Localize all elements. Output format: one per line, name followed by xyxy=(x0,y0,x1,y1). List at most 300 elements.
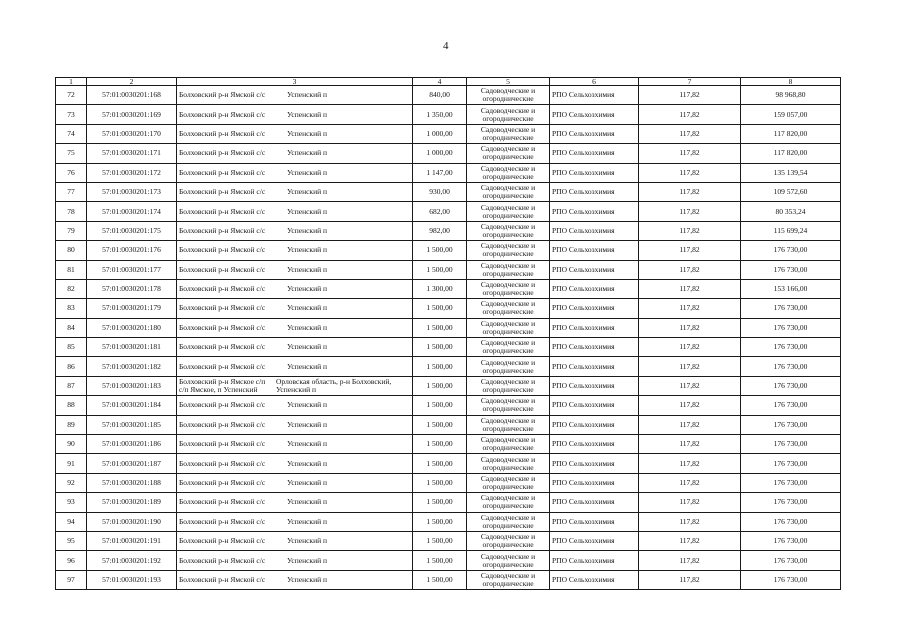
address-district: Болховский р-н Ямской с/с xyxy=(179,206,266,216)
cell-address xyxy=(177,299,413,318)
address-settlement: Успенский п xyxy=(287,361,327,371)
cell-value: 176 730,00 xyxy=(741,376,841,395)
cell-area: 1 000,00 xyxy=(413,144,467,163)
land-use-line: Садоводческие и xyxy=(480,86,536,96)
address-settlement: Успенский п xyxy=(287,439,327,449)
table-row xyxy=(56,86,841,105)
cell-owner: РПО Сельхозхимия xyxy=(550,318,639,337)
address-district: с/п Ямское, п Успенский xyxy=(179,385,258,395)
cell-value: 176 730,00 xyxy=(741,318,841,337)
land-use-line: огороднические xyxy=(482,540,534,550)
cell-rate: 117,82 xyxy=(639,493,741,512)
cell-owner: РПО Сельхозхимия xyxy=(550,241,639,260)
cell-value: 176 730,00 xyxy=(741,338,841,357)
cell-cadastral-number: 57:01:0030201:173 xyxy=(87,182,177,201)
land-use-line: Садоводческие и xyxy=(480,493,536,503)
cell-area: 1 500,00 xyxy=(413,299,467,318)
land-use-line: огороднические xyxy=(482,191,534,201)
cell-land-use xyxy=(467,396,550,415)
address-line xyxy=(179,266,410,274)
address-district: Болховский р-н Ямской с/с xyxy=(179,264,266,274)
cell-row-number: 89 xyxy=(56,415,87,434)
cell-owner: РПО Сельхозхимия xyxy=(550,221,639,240)
cell-row-number: 91 xyxy=(56,454,87,473)
cell-value: 176 730,00 xyxy=(741,493,841,512)
table-row xyxy=(56,512,841,531)
address-line xyxy=(179,324,410,332)
address-district: Болховский р-н Ямской с/с xyxy=(179,516,266,526)
land-use-line: Садоводческие и xyxy=(480,105,536,115)
cell-value: 115 699,24 xyxy=(741,221,841,240)
cell-address xyxy=(177,105,413,124)
address-district: Болховский р-н Ямской с/с xyxy=(179,419,266,429)
cell-cadastral-number: 57:01:0030201:183 xyxy=(87,376,177,395)
land-use-line: огороднические xyxy=(482,152,534,162)
address-district: Болховский р-н Ямской с/с xyxy=(179,439,266,449)
cell-area: 1 500,00 xyxy=(413,318,467,337)
land-use-line: Садоводческие и xyxy=(480,202,536,212)
cell-row-number: 93 xyxy=(56,493,87,512)
cell-row-number: 86 xyxy=(56,357,87,376)
cell-rate: 117,82 xyxy=(639,396,741,415)
cell-cadastral-number: 57:01:0030201:178 xyxy=(87,279,177,298)
cell-row-number: 82 xyxy=(56,279,87,298)
address-line xyxy=(179,111,410,119)
table-row xyxy=(56,376,841,395)
cell-cadastral-number: 57:01:0030201:176 xyxy=(87,241,177,260)
cell-address xyxy=(177,279,413,298)
cell-land-use xyxy=(467,512,550,531)
address-district: Болховский р-н Ямской с/с xyxy=(179,536,266,546)
cell-owner: РПО Сельхозхимия xyxy=(550,260,639,279)
address-settlement: Успенский п xyxy=(287,322,327,332)
cell-cadastral-number: 57:01:0030201:192 xyxy=(87,551,177,570)
cell-area: 1 500,00 xyxy=(413,415,467,434)
cell-value: 98 968,80 xyxy=(741,86,841,105)
cell-rate: 117,82 xyxy=(639,163,741,182)
table-row xyxy=(56,396,841,415)
cell-land-use xyxy=(467,376,550,395)
cell-value: 176 730,00 xyxy=(741,435,841,454)
land-use-line: огороднические xyxy=(482,210,534,220)
cell-value: 176 730,00 xyxy=(741,241,841,260)
cell-value: 80 353,24 xyxy=(741,202,841,221)
cell-owner: РПО Сельхозхимия xyxy=(550,357,639,376)
land-use-line: Садоводческие и xyxy=(480,396,536,406)
cell-owner: РПО Сельхозхимия xyxy=(550,454,639,473)
cell-owner: РПО Сельхозхимия xyxy=(550,279,639,298)
cell-address xyxy=(177,182,413,201)
cell-address xyxy=(177,241,413,260)
cell-row-number: 84 xyxy=(56,318,87,337)
cell-address xyxy=(177,551,413,570)
cell-row-number: 78 xyxy=(56,202,87,221)
cell-address xyxy=(177,415,413,434)
land-use-line: огороднические xyxy=(482,578,534,588)
address-settlement: Успенский п xyxy=(287,303,327,313)
cell-address xyxy=(177,493,413,512)
page-number: 4 xyxy=(443,40,449,52)
address-settlement: Успенский п xyxy=(276,385,316,395)
cell-address xyxy=(177,86,413,105)
land-use-line: Садоводческие и xyxy=(480,241,536,251)
land-use-line: Садоводческие и xyxy=(480,357,536,367)
cell-address xyxy=(177,454,413,473)
cell-address xyxy=(177,531,413,550)
cell-owner: РПО Сельхозхимия xyxy=(550,299,639,318)
land-use-line: огороднические xyxy=(482,171,534,181)
cell-row-number: 88 xyxy=(56,396,87,415)
cell-land-use xyxy=(467,415,550,434)
land-use-line: Садоводческие и xyxy=(480,454,536,464)
address-district: Болховский р-н Ямской с/с xyxy=(179,167,266,177)
cell-cadastral-number: 57:01:0030201:191 xyxy=(87,531,177,550)
cell-land-use xyxy=(467,318,550,337)
address-district: Болховский р-н Ямской с/с xyxy=(179,109,266,119)
cell-rate: 117,82 xyxy=(639,357,741,376)
cell-cadastral-number: 57:01:0030201:189 xyxy=(87,493,177,512)
cell-area: 1 500,00 xyxy=(413,473,467,492)
cell-land-use xyxy=(467,338,550,357)
cell-area: 1 500,00 xyxy=(413,241,467,260)
cell-rate: 117,82 xyxy=(639,415,741,434)
cell-area: 1 500,00 xyxy=(413,570,467,589)
cell-cadastral-number: 57:01:0030201:171 xyxy=(87,144,177,163)
address-settlement: Успенский п xyxy=(287,458,327,468)
cell-area: 1 500,00 xyxy=(413,260,467,279)
cell-address xyxy=(177,357,413,376)
address-line xyxy=(179,285,410,293)
address-district: Болховский р-н Ямской с/с xyxy=(179,458,266,468)
cell-rate: 117,82 xyxy=(639,473,741,492)
table-row xyxy=(56,493,841,512)
table-row xyxy=(56,415,841,434)
address-line xyxy=(179,386,410,394)
address-line xyxy=(179,576,410,584)
address-settlement: Успенский п xyxy=(287,400,327,410)
cell-rate: 117,82 xyxy=(639,454,741,473)
cell-rate: 117,82 xyxy=(639,241,741,260)
address-district: Болховский р-н Ямской с/с xyxy=(179,187,266,197)
cell-land-use xyxy=(467,144,550,163)
cell-address xyxy=(177,570,413,589)
land-use-line: огороднические xyxy=(482,423,534,433)
address-settlement: Успенский п xyxy=(287,109,327,119)
address-settlement: Успенский п xyxy=(287,497,327,507)
cell-cadastral-number: 57:01:0030201:181 xyxy=(87,338,177,357)
cell-owner: РПО Сельхозхимия xyxy=(550,105,639,124)
address-settlement: Успенский п xyxy=(287,574,327,584)
cell-area: 1 500,00 xyxy=(413,435,467,454)
cell-rate: 117,82 xyxy=(639,435,741,454)
cell-owner: РПО Сельхозхимия xyxy=(550,396,639,415)
column-number: 8 xyxy=(741,78,841,86)
table-row xyxy=(56,241,841,260)
column-number: 3 xyxy=(177,78,413,86)
cell-rate: 117,82 xyxy=(639,299,741,318)
cell-cadastral-number: 57:01:0030201:190 xyxy=(87,512,177,531)
cell-area: 1 500,00 xyxy=(413,454,467,473)
table-body xyxy=(56,86,841,590)
land-use-line: Садоводческие и xyxy=(480,260,536,270)
address-settlement: Успенский п xyxy=(287,536,327,546)
cell-cadastral-number: 57:01:0030201:188 xyxy=(87,473,177,492)
table-row xyxy=(56,124,841,143)
address-line xyxy=(179,304,410,312)
cell-land-use xyxy=(467,86,550,105)
cell-area: 1 500,00 xyxy=(413,357,467,376)
cell-rate: 117,82 xyxy=(639,531,741,550)
address-settlement: Успенский п xyxy=(287,148,327,158)
address-settlement: Успенский п xyxy=(287,419,327,429)
cell-area: 930,00 xyxy=(413,182,467,201)
cell-row-number: 80 xyxy=(56,241,87,260)
land-plots-table xyxy=(55,77,841,590)
cell-land-use xyxy=(467,493,550,512)
column-number-row xyxy=(56,78,841,86)
cell-row-number: 72 xyxy=(56,86,87,105)
address-line xyxy=(179,188,410,196)
address-line xyxy=(179,246,410,254)
address-line xyxy=(179,537,410,545)
cell-area: 1 500,00 xyxy=(413,338,467,357)
cell-land-use xyxy=(467,473,550,492)
address-settlement: Успенский п xyxy=(287,264,327,274)
land-use-line: огороднические xyxy=(482,482,534,491)
cell-value: 176 730,00 xyxy=(741,473,841,492)
address-settlement: Успенский п xyxy=(287,478,327,487)
cell-value: 159 057,00 xyxy=(741,105,841,124)
cell-rate: 117,82 xyxy=(639,512,741,531)
address-district: Болховский р-н Ямской с/с xyxy=(179,225,266,235)
table-row xyxy=(56,318,841,337)
land-use-line: огороднические xyxy=(482,501,534,511)
cell-owner: РПО Сельхозхимия xyxy=(550,435,639,454)
cell-row-number: 96 xyxy=(56,551,87,570)
cell-cadastral-number: 57:01:0030201:170 xyxy=(87,124,177,143)
land-use-line: огороднические xyxy=(482,443,534,453)
cell-address xyxy=(177,260,413,279)
table-row xyxy=(56,454,841,473)
cell-land-use xyxy=(467,435,550,454)
address-line xyxy=(179,130,410,138)
cell-value: 117 820,00 xyxy=(741,144,841,163)
cell-area: 982,00 xyxy=(413,221,467,240)
address-settlement: Успенский п xyxy=(287,167,327,177)
cell-owner: РПО Сельхозхимия xyxy=(550,376,639,395)
cell-rate: 117,82 xyxy=(639,376,741,395)
land-use-line: Садоводческие и xyxy=(480,299,536,309)
address-district: Болховский р-н Ямской с/с xyxy=(179,90,266,100)
address-line xyxy=(179,227,410,235)
address-district: Болховский р-н Ямской с/с xyxy=(179,128,266,138)
cell-row-number: 87 xyxy=(56,376,87,395)
land-use-line: огороднические xyxy=(482,385,534,395)
cell-owner: РПО Сельхозхимия xyxy=(550,531,639,550)
cell-value: 176 730,00 xyxy=(741,551,841,570)
cell-row-number: 77 xyxy=(56,182,87,201)
cell-value: 109 572,60 xyxy=(741,182,841,201)
column-number: 5 xyxy=(467,78,550,86)
address-settlement: Успенский п xyxy=(287,90,327,100)
cell-address xyxy=(177,473,413,492)
cell-area: 840,00 xyxy=(413,86,467,105)
cell-cadastral-number: 57:01:0030201:168 xyxy=(87,86,177,105)
cell-land-use xyxy=(467,105,550,124)
cell-land-use xyxy=(467,279,550,298)
cell-owner: РПО Сельхозхимия xyxy=(550,415,639,434)
land-use-line: огороднические xyxy=(482,113,534,123)
address-settlement: Успенский п xyxy=(287,342,327,352)
land-use-line: огороднические xyxy=(482,365,534,375)
cell-address xyxy=(177,221,413,240)
cell-rate: 117,82 xyxy=(639,570,741,589)
table-row xyxy=(56,221,841,240)
address-district: Болховский р-н Ямской с/с xyxy=(179,574,266,584)
column-number: 7 xyxy=(639,78,741,86)
address-line xyxy=(179,518,410,526)
cell-cadastral-number: 57:01:0030201:185 xyxy=(87,415,177,434)
cell-row-number: 75 xyxy=(56,144,87,163)
cell-owner: РПО Сельхозхимия xyxy=(550,338,639,357)
cell-row-number: 92 xyxy=(56,473,87,492)
land-use-line: огороднические xyxy=(482,520,534,530)
cell-row-number: 97 xyxy=(56,570,87,589)
cell-owner: РПО Сельхозхимия xyxy=(550,124,639,143)
address-district: Болховский р-н Ямской с/с xyxy=(179,555,266,565)
column-number: 6 xyxy=(550,78,639,86)
cell-rate: 117,82 xyxy=(639,144,741,163)
cell-row-number: 94 xyxy=(56,512,87,531)
cell-rate: 117,82 xyxy=(639,182,741,201)
cell-area: 1 500,00 xyxy=(413,512,467,531)
cell-area: 1 147,00 xyxy=(413,163,467,182)
cell-row-number: 95 xyxy=(56,531,87,550)
cell-row-number: 74 xyxy=(56,124,87,143)
address-district: Болховский р-н Ямской с/с xyxy=(179,400,266,410)
land-use-line: Садоводческие и xyxy=(480,377,536,387)
address-line xyxy=(179,363,410,371)
table-row xyxy=(56,144,841,163)
land-use-line: Садоводческие и xyxy=(480,221,536,231)
table-row xyxy=(56,299,841,318)
land-use-line: огороднические xyxy=(482,229,534,239)
cell-area: 682,00 xyxy=(413,202,467,221)
land-use-line: Садоводческие и xyxy=(480,532,536,542)
table-row xyxy=(56,357,841,376)
address-settlement: Успенский п xyxy=(287,225,327,235)
table-row xyxy=(56,570,841,589)
table-row xyxy=(56,338,841,357)
cell-cadastral-number: 57:01:0030201:180 xyxy=(87,318,177,337)
cell-value: 135 139,54 xyxy=(741,163,841,182)
address-line xyxy=(179,343,410,351)
address-line xyxy=(179,557,410,565)
land-use-line: огороднические xyxy=(482,94,534,104)
address-line xyxy=(179,149,410,157)
cell-rate: 117,82 xyxy=(639,338,741,357)
address-settlement: Успенский п xyxy=(287,187,327,197)
land-use-line: огороднические xyxy=(482,249,534,259)
cell-rate: 117,82 xyxy=(639,202,741,221)
address-settlement: Успенский п xyxy=(287,516,327,526)
cell-rate: 117,82 xyxy=(639,221,741,240)
cell-land-use xyxy=(467,241,550,260)
cell-cadastral-number: 57:01:0030201:182 xyxy=(87,357,177,376)
cell-rate: 117,82 xyxy=(639,551,741,570)
cell-land-use xyxy=(467,357,550,376)
cell-cadastral-number: 57:01:0030201:184 xyxy=(87,396,177,415)
cell-owner: РПО Сельхозхимия xyxy=(550,570,639,589)
cell-rate: 117,82 xyxy=(639,86,741,105)
column-number: 2 xyxy=(87,78,177,86)
cell-area: 1 500,00 xyxy=(413,551,467,570)
cell-rate: 117,82 xyxy=(639,318,741,337)
address-district: Болховский р-н Ямской с/с xyxy=(179,342,266,352)
cell-address xyxy=(177,202,413,221)
cell-row-number: 90 xyxy=(56,435,87,454)
cell-owner: РПО Сельхозхимия xyxy=(550,182,639,201)
cell-value: 176 730,00 xyxy=(741,512,841,531)
cell-area: 1 500,00 xyxy=(413,396,467,415)
cell-row-number: 83 xyxy=(56,299,87,318)
cell-area: 1 000,00 xyxy=(413,124,467,143)
cell-owner: РПО Сельхозхимия xyxy=(550,163,639,182)
land-use-line: Садоводческие и xyxy=(480,435,536,445)
cell-cadastral-number: 57:01:0030201:179 xyxy=(87,299,177,318)
land-use-line: Садоводческие и xyxy=(480,474,536,483)
land-use-line: Садоводческие и xyxy=(480,551,536,561)
cell-value: 176 730,00 xyxy=(741,570,841,589)
cell-area: 1 500,00 xyxy=(413,376,467,395)
land-use-line: Садоводческие и xyxy=(480,163,536,173)
land-use-line: огороднические xyxy=(482,346,534,356)
table-row xyxy=(56,435,841,454)
cell-value: 153 166,00 xyxy=(741,279,841,298)
cell-land-use xyxy=(467,182,550,201)
cell-land-use xyxy=(467,163,550,182)
cell-value: 176 730,00 xyxy=(741,260,841,279)
address-district: Болховский р-н Ямской с/с xyxy=(179,148,266,158)
cell-value: 176 730,00 xyxy=(741,396,841,415)
cell-area: 1 300,00 xyxy=(413,279,467,298)
address-settlement: Успенский п xyxy=(287,555,327,565)
cell-cadastral-number: 57:01:0030201:186 xyxy=(87,435,177,454)
land-use-line: Садоводческие и xyxy=(480,512,536,522)
land-use-line: Садоводческие и xyxy=(480,144,536,154)
land-use-line: Садоводческие и xyxy=(480,280,536,290)
land-use-line: огороднические xyxy=(482,307,534,317)
cell-value: 176 730,00 xyxy=(741,531,841,550)
land-use-line: Садоводческие и xyxy=(480,318,536,328)
address-line xyxy=(179,401,410,409)
cell-area: 1 500,00 xyxy=(413,531,467,550)
table-row xyxy=(56,531,841,550)
cell-rate: 117,82 xyxy=(639,260,741,279)
cell-owner: РПО Сельхозхимия xyxy=(550,202,639,221)
address-line xyxy=(179,169,410,177)
address-line xyxy=(179,91,410,99)
table-row xyxy=(56,473,841,492)
cell-owner: РПО Сельхозхимия xyxy=(550,144,639,163)
land-use-line: огороднические xyxy=(482,404,534,414)
cell-address xyxy=(177,318,413,337)
land-use-line: огороднические xyxy=(482,559,534,569)
address-district: Болховский р-н Ямской с/с xyxy=(179,303,266,313)
cell-area: 1 350,00 xyxy=(413,105,467,124)
land-use-line: Садоводческие и xyxy=(480,338,536,348)
cell-land-use xyxy=(467,202,550,221)
